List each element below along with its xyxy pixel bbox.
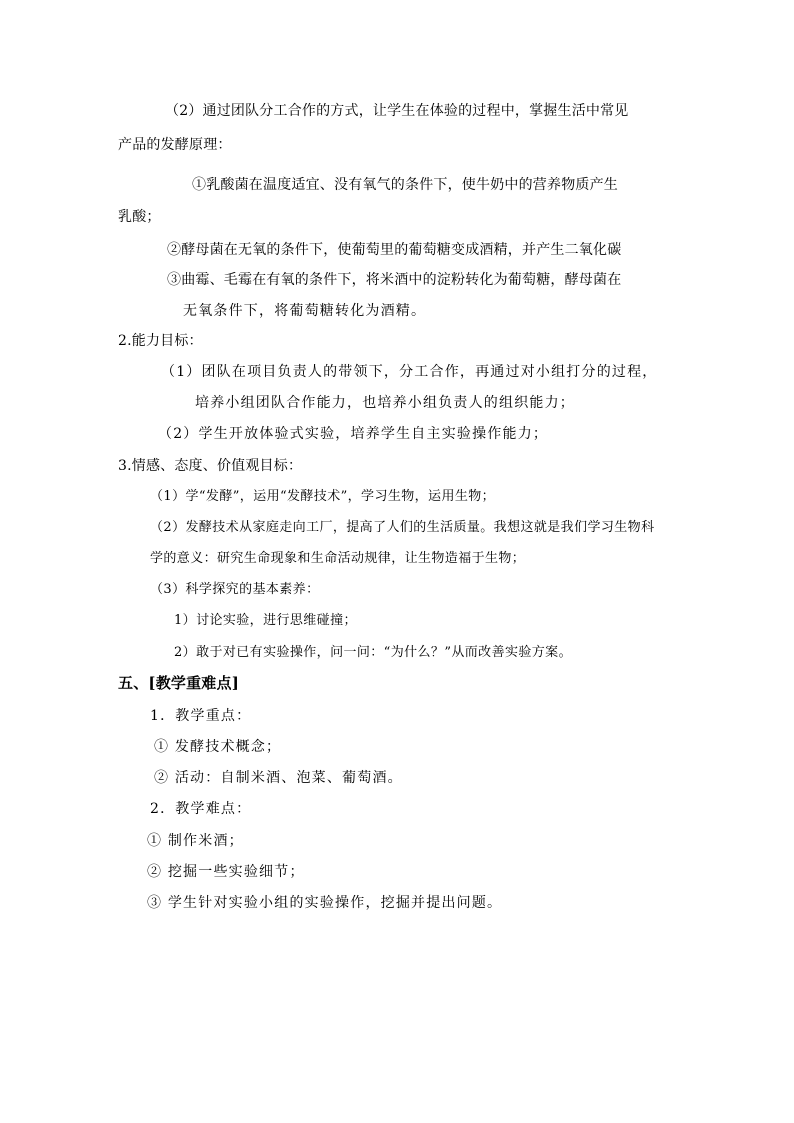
text-line-16: （3）科学探究的基本素养： bbox=[150, 582, 320, 597]
text-line-26: ③ 学生针对实验小组的实验操作，挖掘并提出问题。 bbox=[147, 895, 503, 911]
text-line-24: ① 制作米酒； bbox=[147, 833, 244, 849]
text-line-4: 乳酸； bbox=[118, 209, 161, 225]
text-line-17: 1）讨论实验，进行思维碰撞； bbox=[174, 613, 357, 628]
text-line-9: （1）团队在项目负责人的带领下，分工合作，再通过对小组打分的过程， bbox=[161, 364, 658, 380]
text-line-10: 培养小组团队合作能力，也培养小组负责人的组织能力； bbox=[195, 395, 575, 411]
text-line-8: 2.能力目标： bbox=[118, 333, 203, 349]
text-line-25: ② 挖掘一些实验细节； bbox=[147, 864, 305, 880]
text-line-18: 2）敢于对已有实验操作，问一问：“为什么？”从而改善实验方案。 bbox=[174, 645, 572, 660]
text-line-20: 1．教学重点： bbox=[150, 708, 252, 724]
text-line-1: （2）通过团队分工合作的方式，让学生在体验的过程中，掌握生活中常见 bbox=[165, 103, 629, 119]
text-line-22: ② 活动：自制米酒、泡菜、葡萄酒。 bbox=[154, 770, 403, 786]
text-line-21: ① 发酵技术概念； bbox=[154, 739, 282, 755]
text-line-6: ③曲霉、毛霉在有氧的条件下，将米酒中的淀粉转化为葡萄糖，酵母菌在 bbox=[167, 272, 622, 288]
text-line-23: 2．教学难点： bbox=[150, 801, 252, 817]
text-line-14: （2）发酵技术从家庭走向工厂，提高了人们的生活质量。我想这就是我们学习生物科 bbox=[150, 520, 655, 535]
text-line-2: 产品的发酵原理： bbox=[118, 137, 232, 153]
text-line-7: 无氧条件下，将葡萄糖转化为酒精。 bbox=[183, 303, 427, 319]
text-line-3: ①乳酸菌在温度适宜、没有氧气的条件下，使牛奶中的营养物质产生 bbox=[192, 177, 618, 193]
text-line-15: 学的意义：研究生命现象和生命活动规律，让生物造福于生物； bbox=[150, 551, 526, 566]
text-line-5: ②酵母菌在无氧的条件下，使葡萄里的葡萄糖变成酒精，并产生二氧化碳 bbox=[167, 242, 622, 258]
text-line-12: 3.情感、态度、价值观目标： bbox=[118, 458, 303, 474]
text-line-11: （2）学生开放体验式实验，培养学生自主实验操作能力； bbox=[158, 426, 549, 442]
text-line-13: （1）学“发酵”，运用“发酵技术”，学习生物，运用生物； bbox=[150, 489, 496, 504]
section-heading: 五、[教学重难点] bbox=[118, 674, 239, 692]
